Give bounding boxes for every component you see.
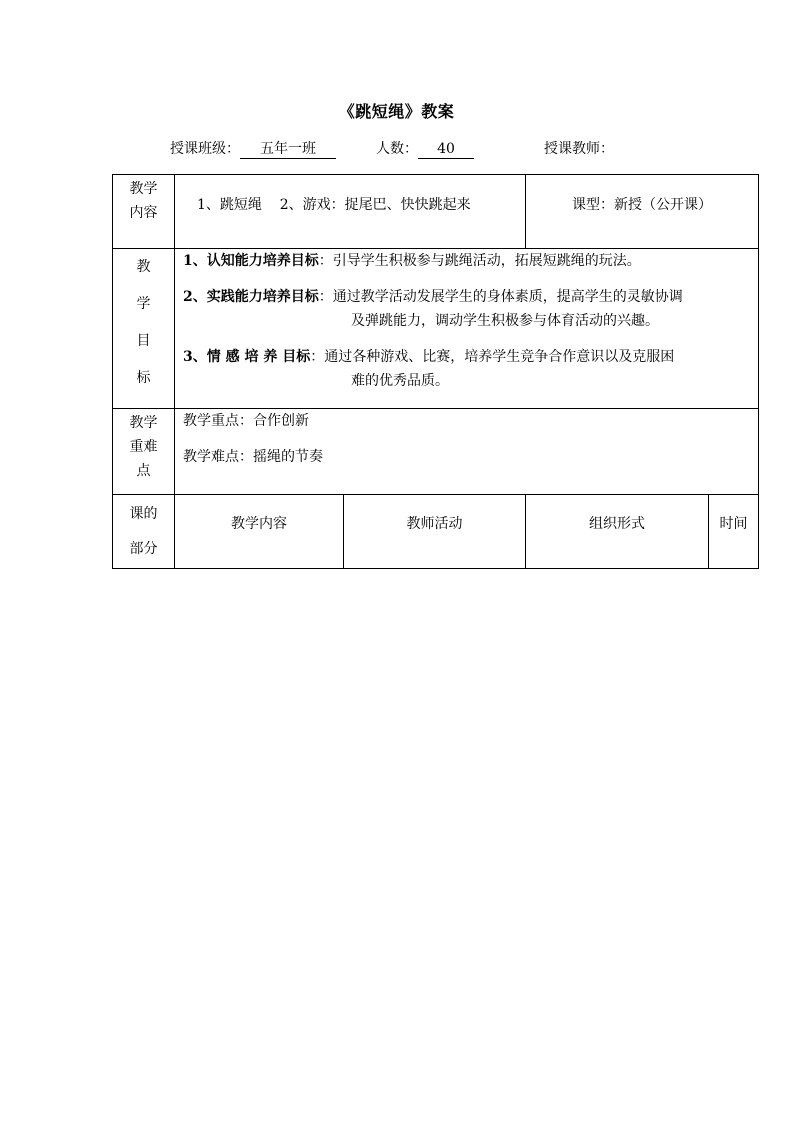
objective-text: ：引导学生积极参与跳绳活动，拓展短跳绳的玩法。 <box>318 253 641 269</box>
objective-item <box>175 249 758 273</box>
col-teacher-header: 教师活动 <box>344 495 526 569</box>
objective-item <box>175 285 758 309</box>
content-label <box>113 175 175 249</box>
teacher-label: 授课教师： <box>544 141 614 157</box>
objective-heading: 2、实践能力培养目标 <box>183 289 319 305</box>
count-value: 40 <box>418 141 474 159</box>
key-label-line: 教学 <box>129 415 158 431</box>
objective-text: ：通过教学活动发展学生的身体素质，提高学生的灵敏协调 <box>318 289 683 305</box>
objectives-label-char: 学 <box>136 296 151 312</box>
objective-continuation: 难的优秀品质。 <box>351 373 449 389</box>
lesson-plan-table <box>112 174 759 569</box>
objectives-label <box>113 249 175 409</box>
content-label-line1: 教学 <box>129 181 158 197</box>
key-label-line: 点 <box>136 463 151 479</box>
count-info <box>376 138 474 159</box>
content-row <box>113 175 759 249</box>
class-value: 五年一班 <box>240 141 336 159</box>
parts-label <box>113 495 175 569</box>
class-info <box>170 138 336 159</box>
objective-text: ：通过各种游戏、比赛，培养学生竞争合作意识以及克服困 <box>310 349 675 365</box>
lesson-type: 课型：新授（公开课） <box>526 175 759 249</box>
objectives-label-char: 目 <box>136 333 151 349</box>
lesson-parts-header-row <box>113 495 759 569</box>
key-point: 教学重点：合作创新 <box>183 413 309 429</box>
content-text: 1、跳短绳 2、游戏：捉尾巴、快快跳起来 <box>175 175 526 249</box>
objectives-label-char: 标 <box>136 370 151 386</box>
objectives-row <box>113 249 759 409</box>
difficult-point: 教学难点：摇绳的节奏 <box>183 449 323 465</box>
document-title: 《跳短绳》教案 <box>338 102 455 121</box>
objective-heading: 1、认知能力培养目标 <box>183 253 319 269</box>
col-content-header: 教学内容 <box>175 495 344 569</box>
objectives-label-char: 教 <box>136 259 151 275</box>
objectives-content <box>175 249 759 409</box>
objective-heading: 3、情 感 培 养 目标 <box>183 349 311 365</box>
teacher-info <box>544 138 614 158</box>
parts-label-line: 课的 <box>129 506 158 522</box>
key-points-label <box>113 409 175 495</box>
count-label: 人数： <box>376 141 418 157</box>
key-points-row <box>113 409 759 495</box>
col-time-header: 时间 <box>709 495 759 569</box>
key-points-content <box>175 409 759 495</box>
key-label-line: 重难 <box>129 439 158 455</box>
col-org-header: 组织形式 <box>526 495 709 569</box>
objective-continuation: 及弹跳能力，调动学生积极参与体育活动的兴趣。 <box>351 313 659 329</box>
objective-item <box>175 345 758 369</box>
class-label: 授课班级： <box>170 141 240 157</box>
parts-label-line: 部分 <box>129 541 158 557</box>
content-label-line2: 内容 <box>129 205 158 221</box>
